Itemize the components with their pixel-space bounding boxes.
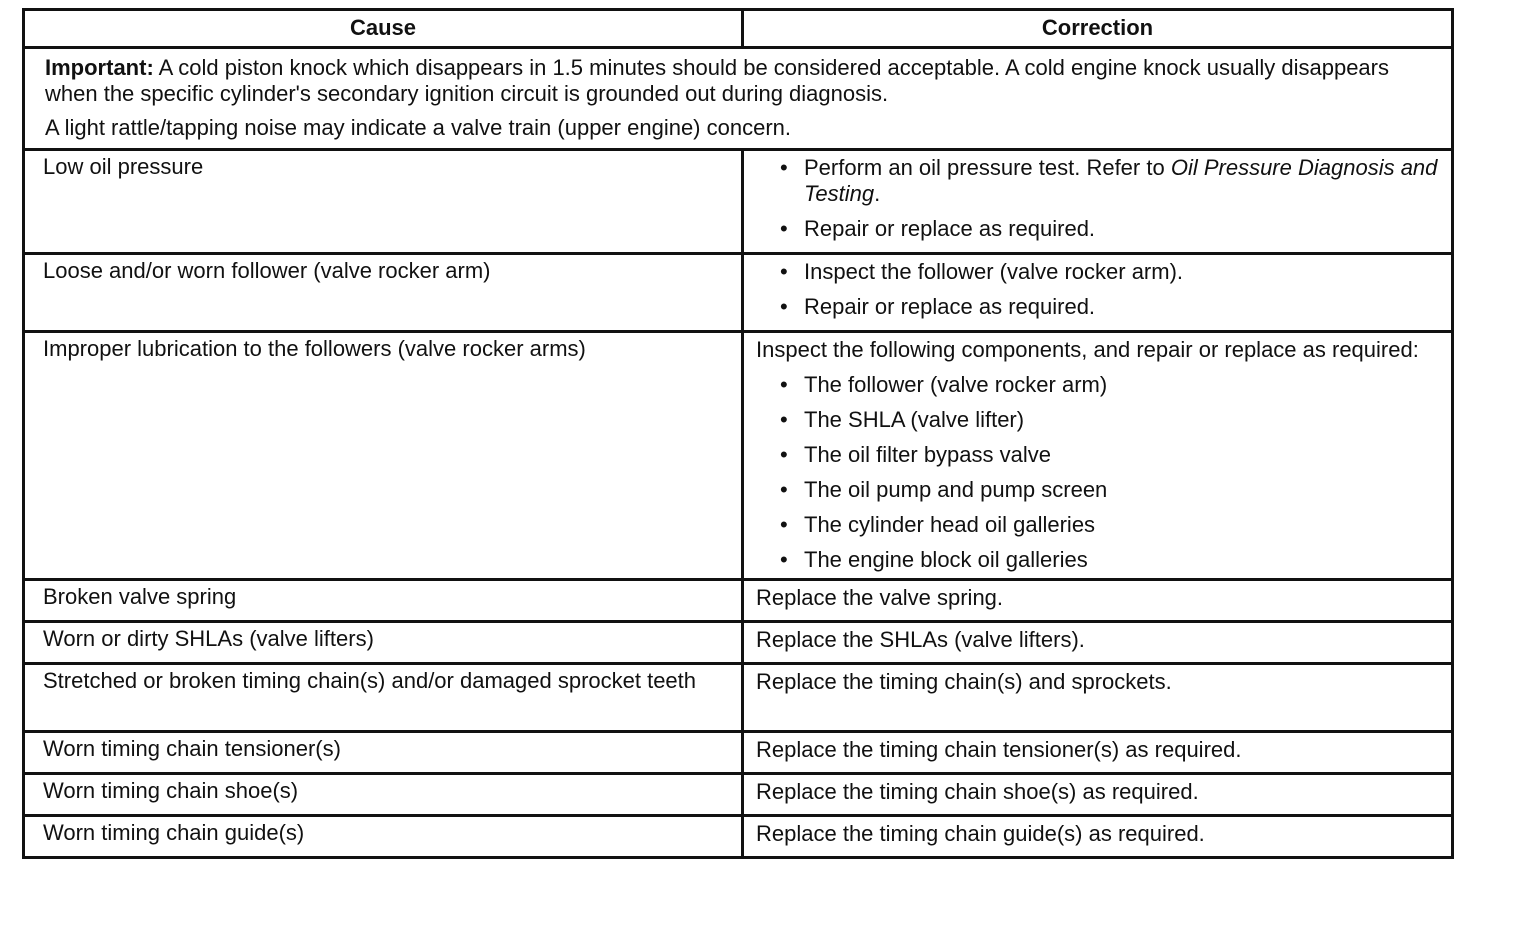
bullet-text: The cylinder head oil galleries xyxy=(804,512,1096,537)
bullet-icon: • xyxy=(780,259,788,284)
table-row xyxy=(24,580,1453,622)
correction-intro: Inspect the following components, and repair or replace as required: xyxy=(756,337,1419,362)
bullet-text: The oil filter bypass valve xyxy=(804,442,1051,467)
important-note-paragraph-1 xyxy=(45,55,1431,107)
list-item xyxy=(778,512,1441,538)
cause-column-header: Cause xyxy=(24,10,743,48)
bullet-icon: • xyxy=(780,442,788,467)
bullet-icon: • xyxy=(780,477,788,502)
table-row xyxy=(24,150,1453,254)
table-row xyxy=(24,774,1453,816)
cause-cell: Worn or dirty SHLAs (valve lifters) xyxy=(24,622,743,664)
correction-cell xyxy=(743,150,1453,254)
important-note xyxy=(24,48,1453,150)
table-header-row xyxy=(24,10,1453,48)
bullet-text-suffix: . xyxy=(874,181,881,206)
cause-cell: Worn timing chain shoe(s) xyxy=(24,774,743,816)
cause-cell: Loose and/or worn follower (valve rocker arm) xyxy=(24,254,743,332)
list-item xyxy=(778,442,1441,468)
bullet-text: Repair or replace as required. xyxy=(804,216,1096,241)
bullet-text: The follower (valve rocker arm) xyxy=(804,372,1108,397)
correction-cell xyxy=(743,332,1453,580)
correction-cell: Replace the valve spring. xyxy=(743,580,1453,622)
list-item xyxy=(778,155,1441,207)
list-item xyxy=(778,294,1441,320)
bullet-icon: • xyxy=(780,294,788,319)
bullet-text: The SHLA (valve lifter) xyxy=(804,407,1025,432)
bullet-icon: • xyxy=(780,407,788,432)
list-item xyxy=(778,547,1441,573)
list-item xyxy=(778,216,1441,242)
correction-cell: Replace the timing chain tensioner(s) as required. xyxy=(743,732,1453,774)
important-note-text-1: A cold piston knock which disappears in 1.5 minutes should be considered acceptable. A cold engine knock usually disappears when the specific cylinder's secondary ignition circuit is grounded out during diagnosis. xyxy=(45,55,1389,106)
cause-cell: Improper lubrication to the followers (valve rocker arms) xyxy=(24,332,743,580)
cause-cell: Broken valve spring xyxy=(24,580,743,622)
bullet-text: The oil pump and pump screen xyxy=(804,477,1108,502)
correction-cell: Replace the timing chain(s) and sprockets. xyxy=(743,664,1453,732)
correction-cell: Replace the SHLAs (valve lifters). xyxy=(743,622,1453,664)
important-note-paragraph-2: A light rattle/tapping noise may indicate a valve train (upper engine) concern. xyxy=(45,115,791,140)
correction-bullet-list xyxy=(756,259,1441,320)
table-row xyxy=(24,254,1453,332)
list-item xyxy=(778,259,1441,285)
list-item xyxy=(778,407,1441,433)
diagnosis-table-container xyxy=(22,8,1451,859)
correction-cell: Replace the timing chain guide(s) as required. xyxy=(743,816,1453,858)
important-label: Important: xyxy=(45,55,154,80)
bullet-icon: • xyxy=(780,372,788,397)
bullet-icon: • xyxy=(780,512,788,537)
cause-cell: Stretched or broken timing chain(s) and/or damaged sprocket teeth xyxy=(24,664,743,732)
table-row xyxy=(24,732,1453,774)
correction-column-header: Correction xyxy=(743,10,1453,48)
list-item xyxy=(778,372,1441,398)
table-row xyxy=(24,332,1453,580)
bullet-text: Repair or replace as required. xyxy=(804,294,1096,319)
cause-cell: Worn timing chain guide(s) xyxy=(24,816,743,858)
table-row xyxy=(24,622,1453,664)
correction-cell: Replace the timing chain shoe(s) as required. xyxy=(743,774,1453,816)
correction-bullet-list xyxy=(756,155,1441,242)
table-row xyxy=(24,816,1453,858)
bullet-icon: • xyxy=(780,216,788,241)
bullet-icon: • xyxy=(780,547,788,572)
list-item xyxy=(778,477,1441,503)
correction-cell xyxy=(743,254,1453,332)
reference-link-text: Oil Pressure Diagnosis and Testing xyxy=(804,155,1438,206)
important-note-row xyxy=(24,48,1453,150)
cause-cell: Low oil pressure xyxy=(24,150,743,254)
bullet-icon: • xyxy=(780,155,788,180)
table-row xyxy=(24,664,1453,732)
bullet-text: Inspect the follower (valve rocker arm). xyxy=(804,259,1184,284)
cause-cell: Worn timing chain tensioner(s) xyxy=(24,732,743,774)
correction-bullet-list xyxy=(756,372,1441,573)
bullet-text: The engine block oil galleries xyxy=(804,547,1088,572)
bullet-text: Perform an oil pressure test. Refer to xyxy=(804,155,1171,180)
cause-correction-table xyxy=(22,8,1454,859)
